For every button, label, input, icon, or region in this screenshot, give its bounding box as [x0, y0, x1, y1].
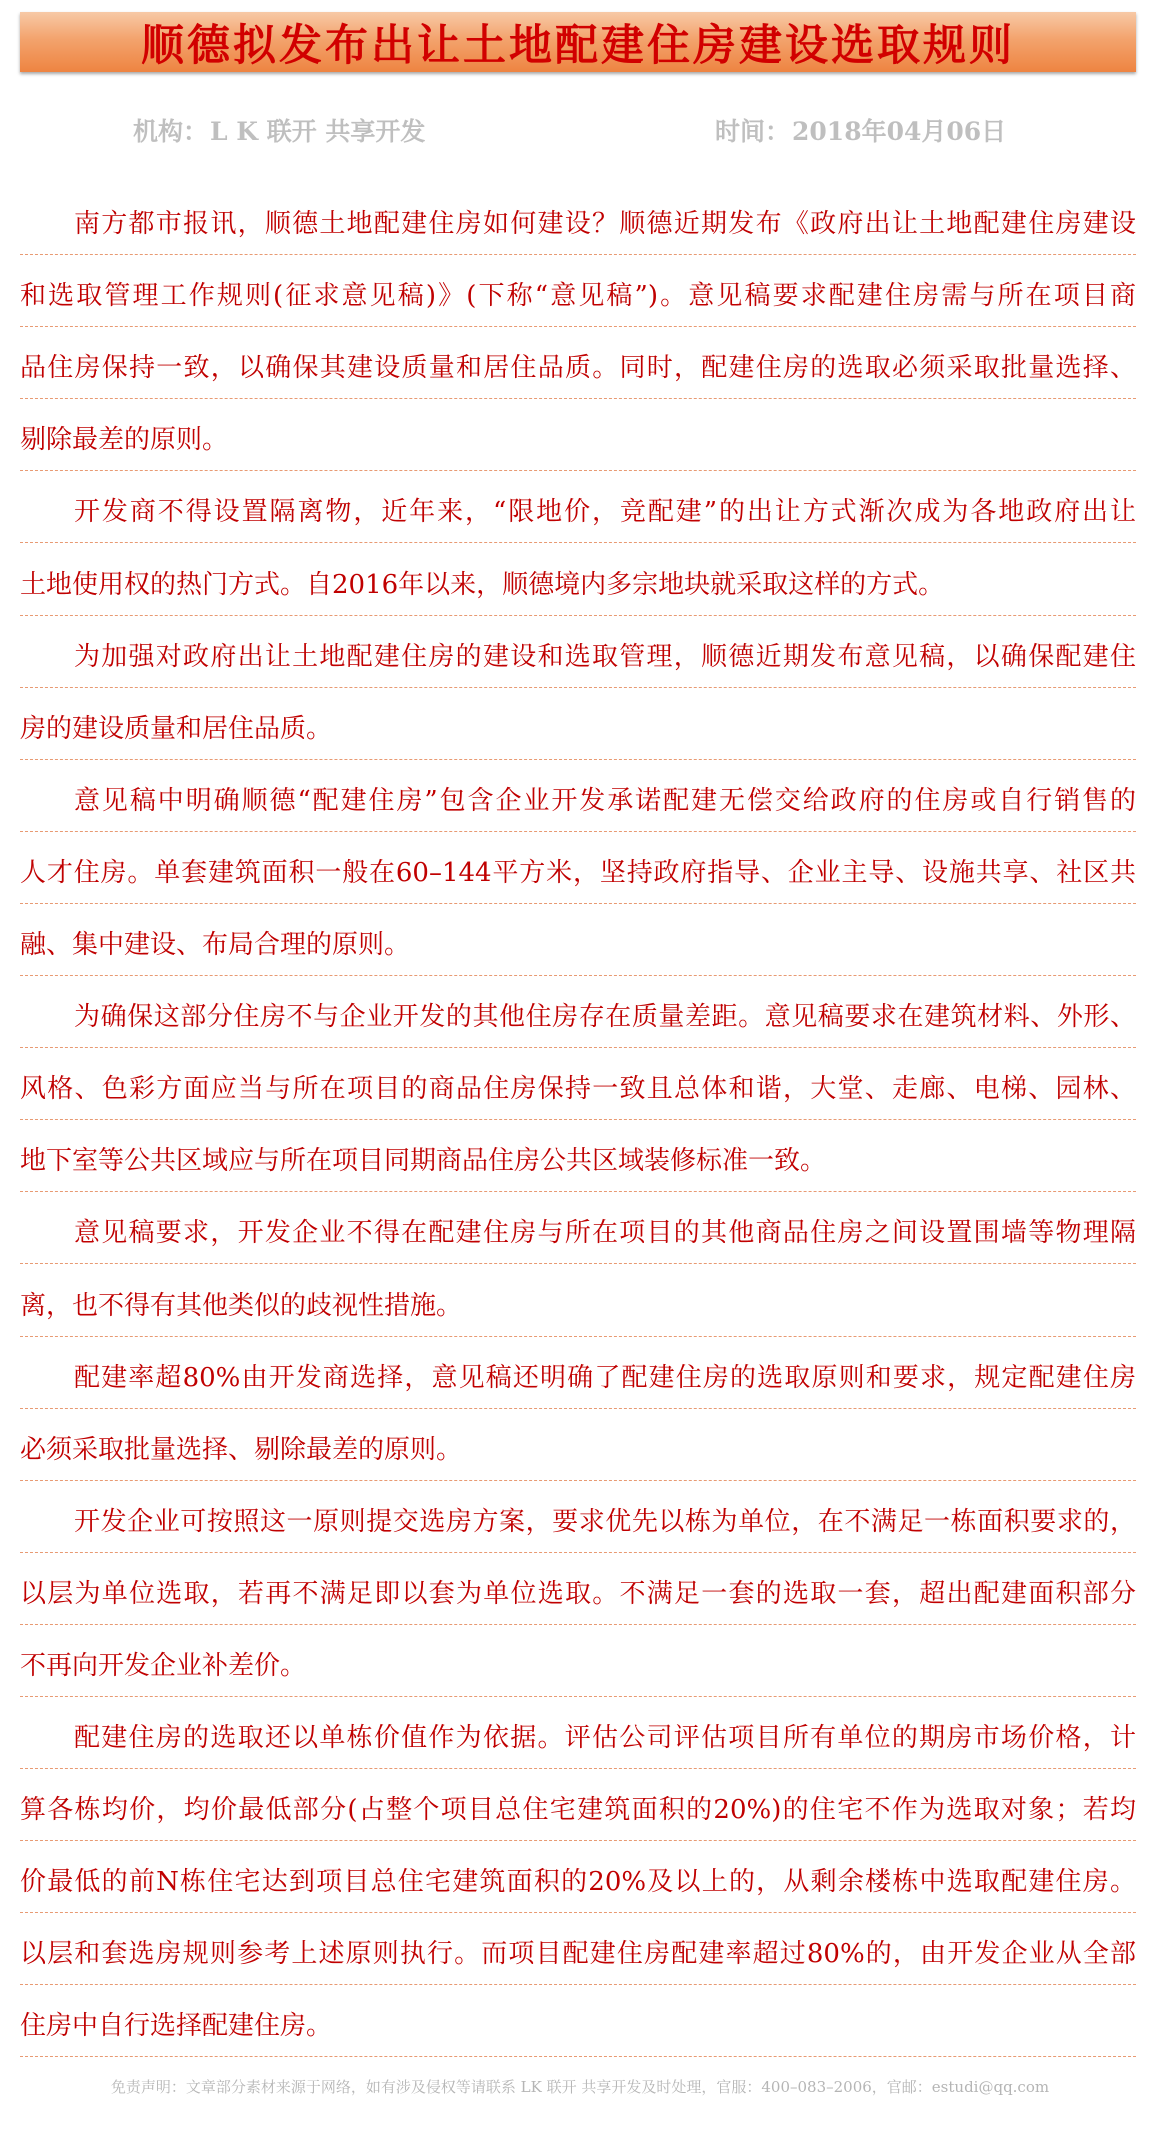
org-value: L K 联开 共享开发 [210, 117, 426, 146]
paragraph-line: 融、集中建设、布局合理的原则。 [20, 930, 411, 961]
paragraph-line: 意见稿中明确顺德“配建住房”包含企业开发承诺配建无偿交给政府的住房或自行销售的 [74, 785, 1136, 816]
paragraph-line: 价最低的前N栋住宅达到项目总住宅建筑面积的20%及以上的，从剩余楼栋中选取配建住房。 [20, 1867, 1136, 1898]
text-line [20, 760, 1136, 832]
paragraph-line: 以层为单位选取，若再不满足即以套为单位选取。不满足一套的选取一套，超出配建面积部分 [20, 1578, 1136, 1609]
article-body [20, 183, 1136, 2057]
text-line [20, 1553, 1136, 1625]
text-line [20, 1697, 1136, 1769]
time-label: 时间： [715, 117, 791, 146]
paragraph-line: 人才住房。单套建筑面积一般在60–144平方米，坚持政府指导、企业主导、设施共享、社区共 [20, 857, 1136, 888]
paragraph-line: 土地使用权的热门方式。自2016年以来，顺德境内多宗地块就采取这样的方式。 [20, 569, 945, 600]
text-line [20, 1481, 1136, 1553]
paragraph-line: 品住房保持一致，以确保其建设质量和居住品质。同时，配建住房的选取必须采取批量选择、 [20, 353, 1136, 384]
paragraph-line: 为加强对政府出让土地配建住房的建设和选取管理，顺德近期发布意见稿，以确保配建住 [74, 641, 1136, 672]
paragraph-line: 为确保这部分住房不与企业开发的其他住房存在质量差距。意见稿要求在建筑材料、外形、 [74, 1002, 1136, 1033]
paragraph-line: 意见稿要求，开发企业不得在配建住房与所在项目的其他商品住房之间设置围墙等物理隔 [74, 1218, 1136, 1249]
org-info [133, 112, 425, 148]
paragraph-line: 和选取管理工作规则(征求意见稿)》(下称“意见稿”)。意见稿要求配建住房需与所在项目商 [20, 281, 1136, 312]
text-line [20, 543, 1136, 615]
paragraph-line: 离，也不得有其他类似的歧视性措施。 [20, 1290, 463, 1321]
org-label: 机构： [133, 117, 209, 146]
text-line [20, 1264, 1136, 1336]
paragraph-line: 房的建设质量和居住品质。 [20, 713, 333, 744]
time-value: 2018年04月06日 [792, 117, 1007, 146]
disclaimer: 免责声明：文章部分素材来源于网络，如有涉及侵权等请联系 LK 联开 共享开发及时处理，官服：400–083–2006，官邮：estudi@qq.com [110, 2078, 1050, 2096]
text-line [20, 1913, 1136, 1985]
text-line [20, 255, 1136, 327]
paragraph-line: 必须采取批量选择、剔除最差的原则。 [20, 1434, 463, 1465]
paragraph-line: 剔除最差的原则。 [20, 425, 229, 456]
text-line [20, 1985, 1136, 2057]
text-line [20, 904, 1136, 976]
text-line [20, 1048, 1136, 1120]
paragraph-line: 配建率超80%由开发商选择，意见稿还明确了配建住房的选取原则和要求，规定配建住房 [74, 1362, 1136, 1393]
paragraph-line: 算各栋均价，均价最低部分(占整个项目总住宅建筑面积的20%)的住宅不作为选取对象；若均 [20, 1795, 1136, 1826]
text-line [20, 976, 1136, 1048]
text-line [20, 471, 1136, 543]
paragraph-line: 南方都市报讯，顺德土地配建住房如何建设？顺德近期发布《政府出让土地配建住房建设 [74, 209, 1136, 240]
text-line [20, 183, 1136, 255]
text-line [20, 1841, 1136, 1913]
text-line [20, 327, 1136, 399]
text-line [20, 832, 1136, 904]
text-line [20, 616, 1136, 688]
paragraph-line: 住房中自行选择配建住房。 [20, 2011, 333, 2042]
paragraph-line: 地下室等公共区域应与所在项目同期商品住房公共区域装修标准一致。 [20, 1146, 827, 1177]
time-info [715, 112, 1006, 148]
text-line [20, 1120, 1136, 1192]
paragraph-line: 配建住房的选取还以单栋价值作为依据。评估公司评估项目所有单位的期房市场价格，计 [74, 1723, 1136, 1754]
paragraph-line: 开发企业可按照这一原则提交选房方案，要求优先以栋为单位，在不满足一栋面积要求的， [74, 1506, 1136, 1537]
paragraph-line: 以层和套选房规则参考上述原则执行。而项目配建住房配建率超过80%的，由开发企业从全部 [20, 1939, 1136, 1970]
page-title: 顺德拟发布出让土地配建住房建设选取规则 [141, 20, 1015, 71]
text-line [20, 1769, 1136, 1841]
text-line [20, 1192, 1136, 1264]
text-line [20, 1625, 1136, 1697]
text-line [20, 399, 1136, 471]
paragraph-line: 风格、色彩方面应当与所在项目的商品住房保持一致且总体和谐，大堂、走廊、电梯、园林、 [20, 1074, 1136, 1105]
text-line [20, 1409, 1136, 1481]
paragraph-line: 开发商不得设置隔离物，近年来，“限地价，竞配建”的出让方式渐次成为各地政府出让 [74, 497, 1136, 528]
paragraph-line: 不再向开发企业补差价。 [20, 1650, 307, 1681]
text-line [20, 1337, 1136, 1409]
text-line [20, 688, 1136, 760]
title-banner [20, 12, 1136, 72]
